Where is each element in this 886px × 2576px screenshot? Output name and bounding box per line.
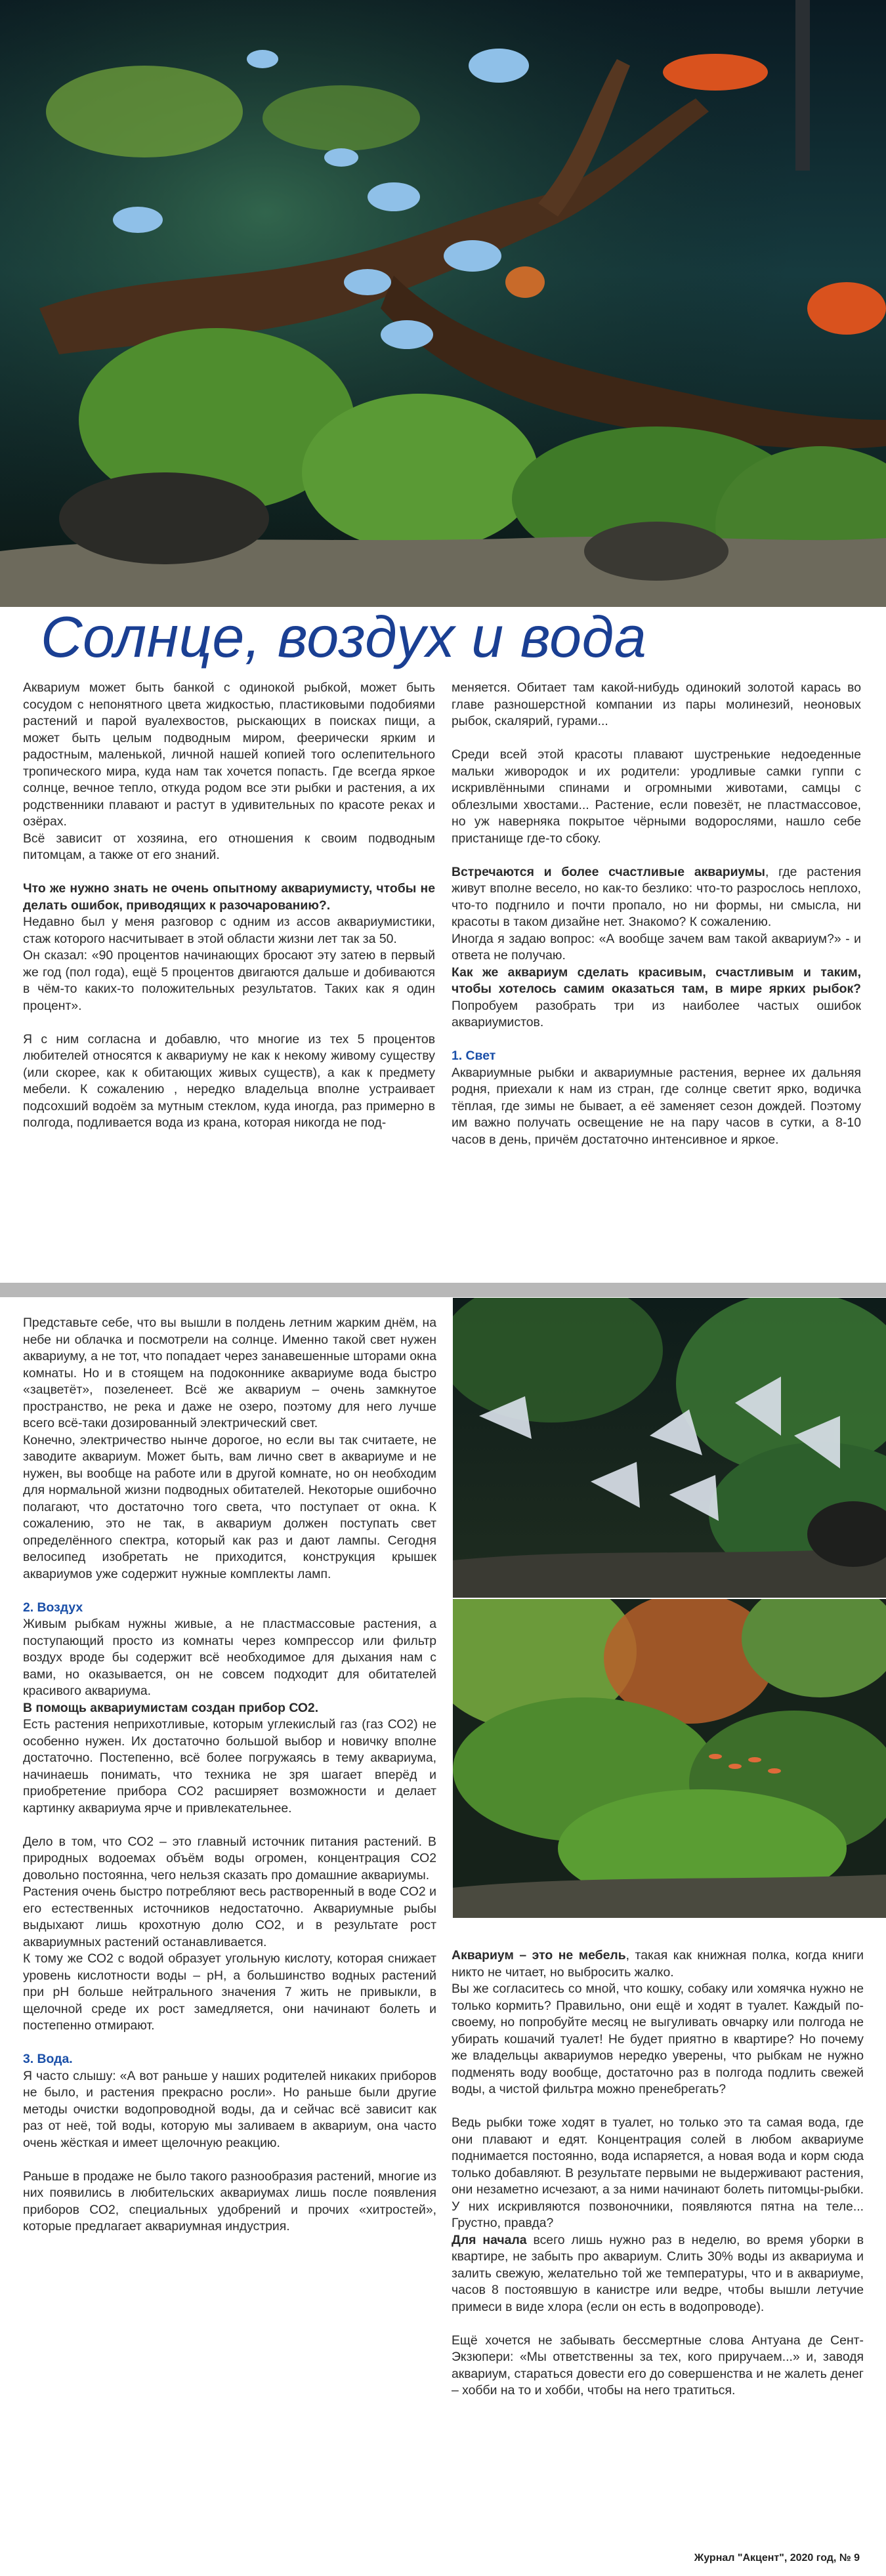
paragraph-gap xyxy=(23,1583,436,1600)
paragraph: Для начала всего лишь нужно раз в неделю, во время уборки в квартире, не забыть про аквариум. Слить 30% воды из аквариума и залить свежую, желательно той же температуры, что и в аквариуме, часов 8 постоявшую в канистре или ведре, чтобы вышли летучие примеси в виде хлора (если он есть в водопроводе). xyxy=(452,2232,864,2314)
paragraph-gap xyxy=(452,2316,864,2333)
paragraph: Живым рыбкам нужны живые, а не пластмассовые растения, а поступающий просто из комнаты через компрессор или фильтр воздух вроде бы содержит всё необходимое для дыхания нам с вами, но оказывается, он не совсем подходит для обитателей красивого аквариума. xyxy=(23,1617,436,1698)
bold-lead: Встречаются и более счастливые аквариумы xyxy=(452,864,765,879)
paragraph: Есть растения неприхотливые, которым углекислый газ (газ СО2) не особенно нужен. Их достаточно большой выбор и новичку вполне достаточно. Постепенно, всё более погружаясь в тему аквариума, начинаешь понимать, что техника не зря шагает вперёд и приобретение прибора СО2 расширяет возможности и делает картинку аквариума ярче и привлекательнее. xyxy=(23,1717,436,1816)
paragraph-gap xyxy=(452,1031,861,1049)
paragraph-gap xyxy=(452,730,861,747)
paragraph: Среди всей этой красоты плавают шустренькие недоеденные мальки живородок и их родители: уродливые самки гуппи с искривлёнными спинами и огромными животами, самцы с облезлыми хвостами... Растение, если повезёт, не пластмассовое, но уж наверняка покрытое чёрными водорослями, нашло себе пристанище где-то сбоку. xyxy=(452,747,861,846)
subheading: В помощь аквариумистам создан прибор СО2. xyxy=(23,1700,319,1715)
paragraph: Дело в том, что СО2 – это главный источник питания растений. В природных водоемах объём воды огромен, концентрация СО2 довольно постоянна, чего нельзя сказать про домашние аквариумы. xyxy=(23,1834,436,1882)
paragraph: Я с ним согласна и добавлю, что многие из тех 5 процентов любителей относятся к аквариуму не как к некому живому существу (или скорее, как к обитающих живых существ), а как к предмету мебели. К сожалению , нередко владельца вполне устраивает подсохший водоём за мутным стеклом, куда иногда, раз примерно в полгода, подливается вода из крана, которая никогда не под- xyxy=(23,1031,435,1130)
article-title: Солнце, воздух и вода xyxy=(41,604,647,669)
paragraph: Растения очень быстро потребляют весь растворенный в воде СО2 и его естественных источников недостаточно. Аквариумные рыбы выдыхают лишь крохотную долю СО2, и в результате рост аквариумных растений останавливается. xyxy=(23,1884,436,1949)
paragraph-gap xyxy=(452,2098,864,2115)
hero-aquarium-photo xyxy=(0,0,886,607)
paragraph: Ещё хочется не забывать бессмертные слова Антуана де Сент-Экзюпери: «Мы ответственны за тех, кого приручаем...» и, заводя аквариум, стараться довести его до совершенства и не жалеть денег – хобби на то и хобби, чтобы на него тратиться. xyxy=(452,2333,864,2398)
text-column-3 xyxy=(23,1315,436,2235)
paragraph: Вы же согласитесь со мной, что кошку, собаку или хомячка нужно не только кормить? Правильно, они ещё и ходят в туалет. Каждый по-своему, но попробуйте месяц не выгуливать овчарку или полгода не убирать кошачий туалет! Не будет приятно в квартире? Но почему же владельцы аквариумов нередко уверены, что рыбкам не нужно подменять воду вообще, достаточно раз в полгода подлить свежей воды, а чистой фильтра можно пренебрегать? xyxy=(452,1982,864,2096)
bold-lead: Как же аквариум сделать красивым, счастливым и таким, чтобы хотелось самим оказаться там, в мире ярких рыбок? xyxy=(452,965,861,996)
paragraph: Раньше в продаже не было такого разнообразия растений, многие из них появились в любительских аквариумах лишь после появления приборов СО2, специальных удобрений и прочих «хитростей», которые предлагает аквариумная индустрия. xyxy=(23,2169,436,2233)
section-heading: 1. Свет xyxy=(452,1049,496,1063)
paragraph: Ведь рыбки тоже ходят в туалет, но только это та самая вода, где они плавают и едят. Концентрация солей в любом аквариуме поднимается постоянно, вода испаряется, а новая вода и корм сюда только добавляют. В результате первыми не выдерживают растения, они незаметно исчезают, а за ними начинают болеть питомцы-рыбки. У них искривляются позвоночники, появляются пятна на теле... Грустно, правда? xyxy=(452,2115,864,2230)
paragraph-gap xyxy=(452,847,861,864)
paragraph-gap xyxy=(23,1014,435,1031)
bold-lead: Для начала xyxy=(452,2232,527,2247)
paragraph-gap xyxy=(23,864,435,881)
paragraph: Аквариум может быть банкой с одинокой рыбкой, может быть сосудом с непонятного цвета жидкостью, пластиковыми подобиями растений и парой вуалехвостов, рыскающих в поисках пищи, а может быть целым подводным миром, феерически ярким и радостным, маленькой, личной нашей копией того ослепительного тропического мира, куда нам так хочется попасть. Где всегда яркое солнце, вечное тепло, откуда родом все эти рыбки и растения, а их родственники плавают и растут в удивительных по красоте реках и озёрах. xyxy=(23,680,435,829)
section-heading: 2. Воздух xyxy=(23,1600,83,1615)
paragraph: меняется. Обитает там какой-нибудь одинокий золотой карась во главе разношерстной компании из пары молинезий, неоновых рыбок, скалярий, гурами... xyxy=(452,680,861,728)
paragraph: Представьте себе, что вы вышли в полдень летним жарким днём, на небе ни облачка и посмотрели на солнце. Именно такой свет нужен аквариуму, а не тот, что попадает через занавешенные шторами окна комнаты. Но и в стоящем на подоконнике аквариуме вода быстро «зацветёт», позеленеет. Всё же аквариум – очень замкнутое пространство, не река и даже не озеро, поэтому для него лучше всего всё-таки дозированный электрический свет. xyxy=(23,1316,436,1430)
paragraph-gap xyxy=(23,1817,436,1834)
text-column-4 xyxy=(452,1947,864,2399)
angelfish-photo xyxy=(453,1298,886,1598)
paragraph-gap xyxy=(23,2151,436,2169)
paragraph: Конечно, электричество нынче дорогое, но если вы так считаете, не заводите аквариум. Может быть, вам лично свет в аквариуме и не нужен, вы вообще на работе или в другой комнате, но он необходим для нормальной жизни подводных обитателей. Некоторые ошибочно полагают, что достаточно того света, что поступает от окна. К сожалению, это не так, в аквариум должен поступать свет определённого спектра, который как раз и дают лампы. Сегодня велосипед изобретать не приходится, конструкция крышек аквариумов уже содержит нужные комплекты ламп. xyxy=(23,1432,436,1581)
paragraph: Как же аквариум сделать красивым, счастливым и таким, чтобы хотелось самим оказаться там, в мире ярких рыбок? Попробуем разобрать три из наиболее частых ошибок аквариумистов. xyxy=(452,965,861,1029)
bold-lead: Аквариум – это не мебель xyxy=(452,1948,626,1963)
planted-aquarium-photo xyxy=(453,1599,886,1918)
paragraph: Иногда я задаю вопрос: «А вообще зачем вам такой аквариум?» - и ответа не получаю. xyxy=(452,931,861,963)
paragraph: Он сказал: «90 процентов начинающих бросают эту затею в первый же год (пол года), ещё 5 процентов двигаются дальше и добиваются в чём-то каких-то положительных результатов. Таких как я один процент». xyxy=(23,948,435,1013)
paragraph: Аквариумные рыбки и аквариумные растения, вернее их дальняя родня, приехали к нам из стран, где солнце светит ярко, водичка тёплая, где зимы не бывает, а её заменяет сезон дождей. Поэтому им важно получать освещение не на пару часов в сутки, а 8-10 часов в день, причём достаточно интенсивное и яркое. xyxy=(452,1065,861,1147)
magazine-footer: Журнал "Акцент", 2020 год, № 9 xyxy=(694,2552,860,2564)
section-divider xyxy=(0,1283,886,1297)
text-column-2 xyxy=(452,680,861,1148)
text-column-1 xyxy=(23,680,435,1132)
paragraph: К тому же СО2 с водой образует угольную кислоту, которая снижает уровень кислотности воды – рН, а большинство водных растений при рН больше нейтрального значения 7 жить не привыкли, в щелочной среде их рост замедляется, они начинают болеть и постепенно отмирают. xyxy=(23,1951,436,2033)
paragraph: Я часто слышу: «А вот раньше у наших родителей никаких приборов не было, и растения прекрасно росли». Но раньше были другие методы очистки водопроводной воды, да и сейчас всё зависит как раз от неё, той воды, которую мы заливаем в аквариум, она часто очень жёсткая и имеет щелочную реакцию. xyxy=(23,2068,436,2150)
paragraph-gap xyxy=(23,2035,436,2052)
paragraph: Всё зависит от хозяина, его отношения к своим подводным питомцам, а также от его знаний. xyxy=(23,831,435,862)
paragraph: Встречаются и более счастливые аквариумы, где растения живут вполне весело, но как-то безлико: что-то разрослось неплохо, что-то подгнило и почти пропало, но ни формы, ни смысла, ни красоты в таком дизайне нет. Знакомо? К сожалению. xyxy=(452,864,862,929)
subheading: Что же нужно знать не очень опытному аквариумисту, чтобы не делать ошибок, приводящих к разочарованию?. xyxy=(23,881,435,913)
paragraph: Недавно был у меня разговор с одним из ассов аквариумистики, стаж которого насчитывает в этой области жизни лет так за 50. xyxy=(23,915,435,946)
paragraph: Аквариум – это не мебель, такая как книжная полка, когда книги никто не читает, но выбросить жалко. xyxy=(452,1948,864,1980)
section-heading: 3. Вода. xyxy=(23,2052,73,2066)
